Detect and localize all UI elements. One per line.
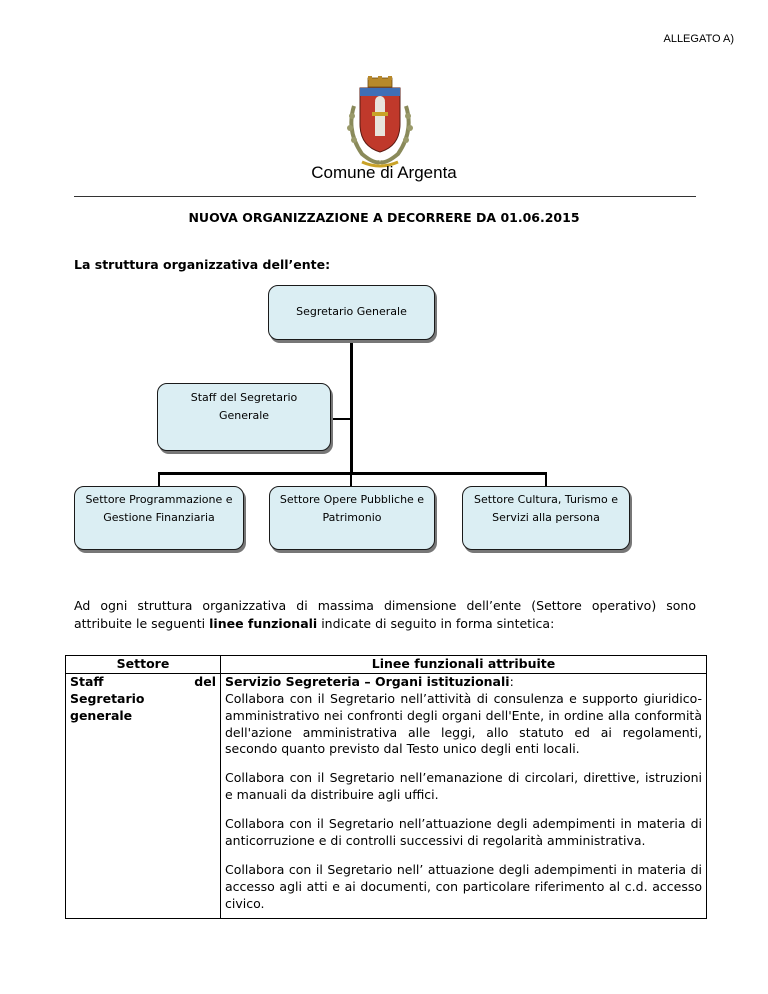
settore-word: Staff <box>70 673 104 689</box>
document-heading: NUOVA ORGANIZZAZIONE A DECORRERE DA 01.06.2015 <box>188 210 580 225</box>
intro-text: Ad ogni struttura organizzativa di massima dimensione dell’ente (Settore operativo) sono attribuite le seguenti <box>74 598 696 632</box>
org-box-settore-opere-pubbliche <box>269 486 435 550</box>
intro-text-end: indicate di seguito in forma sintetica: <box>317 616 555 632</box>
function-paragraph: Collabora con il Segretario nell’ attuazione degli adempimenti in materia di accesso agli atti e ai documenti, con particolare riferimento al c.d. accesso civico. <box>225 861 702 911</box>
function-paragraph: Collabora con il Segretario nell’attività di consulenza e supporto giuridico-amministrativo nei confronti degli organi dell'Ente, in ordine alla conformità dell'azione amministrativa alle leggi, allo statuto ed ai regolamenti, secondo quanto previsto dal Testo unico degli enti locali. <box>225 690 702 757</box>
org-box-label-line: Settore Programmazione e <box>85 493 233 506</box>
org-box-segretario-generale <box>268 285 435 340</box>
header-divider <box>74 196 696 197</box>
connector-sector-1 <box>158 472 160 487</box>
org-box-label: Segretario Generale <box>296 305 407 318</box>
org-box-settore-programmazione <box>74 486 244 550</box>
org-box-label-line: Generale <box>218 408 270 422</box>
org-box-label-line: Gestione Finanziaria <box>103 510 215 524</box>
service-title: Servizio Segreteria – Organi istituzionali <box>225 673 510 689</box>
service-colon: : <box>509 673 514 689</box>
connector-sector-2 <box>350 472 352 487</box>
org-box-staff-segretario <box>157 383 331 451</box>
org-box-label-line: Patrimonio <box>322 510 382 524</box>
connector-main-vertical <box>350 338 353 474</box>
connector-staff <box>331 418 352 420</box>
org-box-label-line: Staff del Segretario <box>190 391 298 404</box>
org-box-label-line: Settore Cultura, Turismo e <box>474 493 618 506</box>
table-row <box>66 673 707 919</box>
municipality-name: Comune di Argenta <box>311 163 457 182</box>
attachment-label: ALLEGATO A) <box>663 33 734 45</box>
intro-bold-text: linee funzionali <box>209 616 318 632</box>
linee-cell <box>221 673 707 919</box>
municipal-crest-icon <box>340 76 420 170</box>
org-box-label-line: Settore Opere Pubbliche e <box>279 493 425 506</box>
table-header-settore: Settore <box>66 656 221 674</box>
settore-line: generale <box>70 707 133 723</box>
org-box-label-line: Servizi alla persona <box>492 510 600 524</box>
settore-line: Segretario <box>70 690 145 706</box>
intro-paragraph <box>74 597 696 633</box>
functions-table <box>65 655 707 919</box>
function-paragraph: Collabora con il Segretario nell’emanazione di circolari, direttive, istruzioni e manuali da distribuire agli uffici. <box>225 770 702 803</box>
function-paragraph: Collabora con il Segretario nell’attuazione degli adempimenti in materia di anticorruzione e di controlli successivi di regolarità amministrativa. <box>225 816 702 848</box>
table-header-row <box>66 656 707 674</box>
org-box-settore-cultura <box>462 486 630 550</box>
table-header-linee: Linee funzionali attribuite <box>221 656 707 674</box>
settore-cell <box>66 673 221 919</box>
org-structure-subheading: La struttura organizzativa dell’ente: <box>74 257 331 272</box>
settore-word: del <box>194 673 216 689</box>
connector-sector-3 <box>545 472 547 487</box>
connector-sectors-horizontal <box>158 472 547 475</box>
